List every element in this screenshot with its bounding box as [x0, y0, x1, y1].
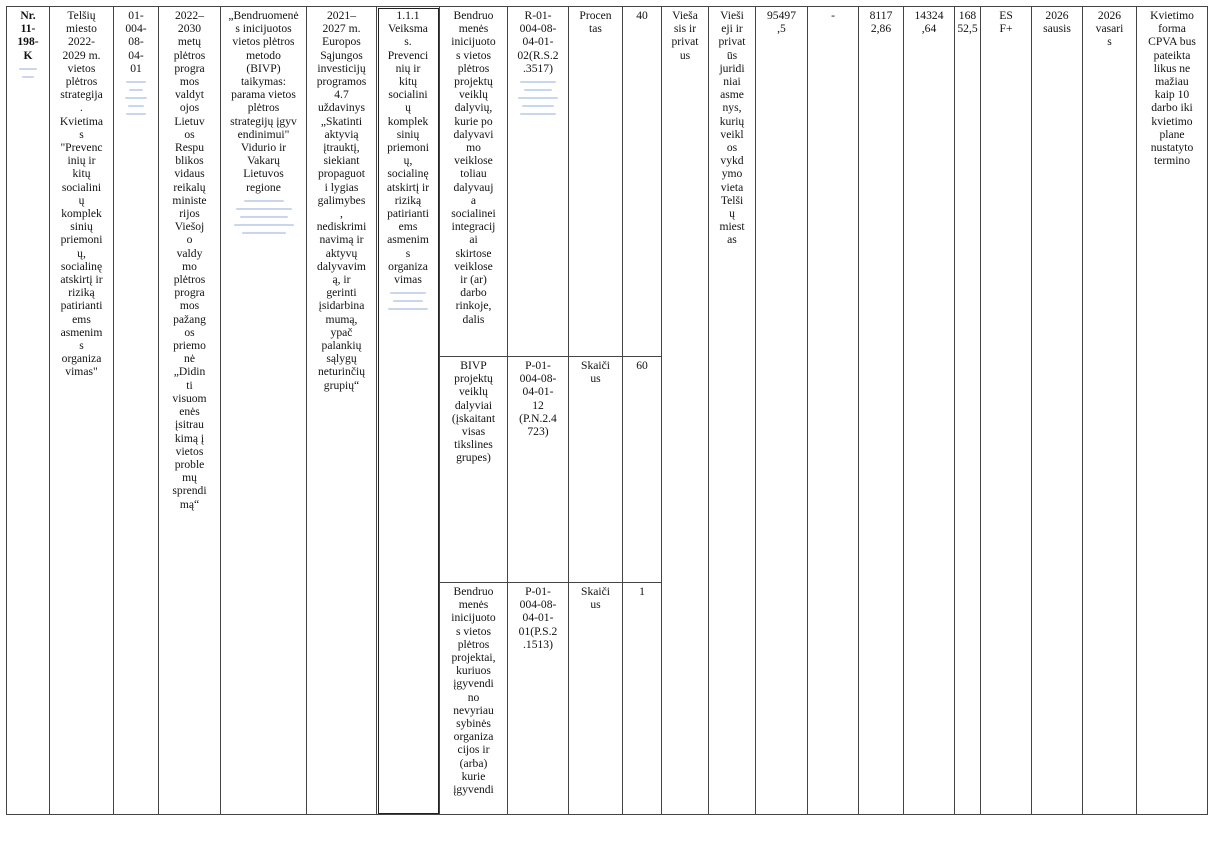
note-cell	[1137, 7, 1208, 815]
start-date-cell	[1032, 7, 1083, 815]
applicant-type-cell	[662, 7, 709, 815]
indicator-code: P-01- 004-08- 04-01- 01(P.S.2 .1513)	[518, 585, 558, 651]
strategy-text: Telšių miesto 2022- 2029 m. vietos plėtros strategija . Kvietima s "Prevenc inių ir kitų socialini ų komplek sinių priemoni ų, socialinę atskirtį ir riziką patirianti ems asmenim s organiza vimas"	[59, 9, 104, 379]
faint-mark	[244, 200, 284, 202]
total-amount-cell	[756, 7, 808, 815]
eu-program-text: 2021– 2027 m. Europos Sąjungos investicijų programos 4.7 uždavinys „Skatinti aktyvią įtrauktį, siekiant propaguot i lygias galimybes , nediskrimi navimą ir aktyvų dalyvavim ą, ir gerinti įsidarbina mumą, ypač palankių sąlygų neturinčių grupių“	[316, 9, 367, 392]
faint-mark	[19, 68, 37, 70]
indicator-unit-cell	[569, 7, 623, 357]
faint-mark	[126, 81, 146, 83]
faint-mark	[242, 232, 286, 234]
measure-code: 01- 004- 08- 04- 01	[125, 9, 147, 75]
faint-mark	[240, 216, 288, 218]
indicator-value: 40	[636, 9, 648, 22]
eu-program-cell	[307, 7, 377, 815]
note-text: Kvietimo forma CPVA bus pateikta likus ne mažiau kaip 10 darbo iki kvietimo plane nustatyto termino	[1148, 9, 1196, 168]
row-number-cell	[7, 7, 50, 815]
faint-mark	[234, 224, 294, 226]
action-cell	[377, 7, 440, 815]
indicator-value: 60	[636, 359, 648, 372]
faint-mark	[125, 97, 147, 99]
indicator-name: BIVP projektų veiklų dalyviai (įskaitant visas tikslines grupes)	[451, 359, 496, 465]
indicator-code-cell	[508, 357, 569, 583]
indicator-name-cell	[440, 357, 508, 583]
faint-mark	[524, 89, 552, 91]
faint-mark	[522, 105, 554, 107]
bivp-text: „Bendruomenė s inicijuotos vietos plėtros metodo (BIVP) taikymas: parama vietos plėtros strategijų įgyv endinimui" Vidurio ir Vakarų Lietuvos regione	[228, 9, 299, 194]
fund-source-cell	[981, 7, 1032, 815]
indicator-unit: Procen tas	[579, 9, 612, 36]
fund-c-cell	[955, 7, 981, 815]
project-table	[6, 6, 1208, 815]
fund-a-amount: 8117 2,86	[869, 9, 893, 36]
end-date: 2026 vasari s	[1095, 9, 1124, 49]
bivp-cell	[221, 7, 307, 815]
faint-mark	[236, 208, 292, 210]
indicator-value-cell	[623, 583, 662, 815]
faint-mark	[128, 105, 144, 107]
dash-cell	[808, 7, 859, 815]
indicator-code: P-01- 004-08- 04-01- 12 (P.N.2.4 723)	[519, 359, 557, 439]
faint-mark	[520, 81, 556, 83]
indicator-name: Bendruo menės inicijuoto s vietos plėtros projektai, kuriuos įgyvendi no nevyriau sybinės organiza cijos ir (arba) kurie įgyvendi	[451, 585, 496, 797]
applicants-text: Vieši eji ir privat ūs juridi niai asme nys, kurių veikl os vykd ymo vieta Telši ų miest as	[718, 9, 746, 247]
indicator-name: Bendruo menės inicijuoto s vietos plėtros projektų veiklų dalyvių, kurie po dalyvavi mo veiklose toliau dalyvauj a socialinei integracij ai skirtose veiklose ir (ar) darbo rinkoje, dalis	[451, 9, 496, 326]
program-cell	[159, 7, 221, 815]
fund-b-amount: 14324 ,64	[914, 9, 944, 36]
indicator-unit: Skaiči us	[581, 585, 610, 612]
fund-a-cell	[859, 7, 904, 815]
indicator-unit: Skaiči us	[581, 359, 610, 386]
faint-mark	[129, 89, 143, 91]
table-row	[7, 7, 1208, 357]
fund-source: ES F+	[999, 9, 1013, 36]
start-date: 2026 sausis	[1043, 9, 1071, 36]
indicator-code-cell	[508, 7, 569, 357]
row-number: Nr. 11- 198- K	[17, 9, 39, 62]
applicants-cell	[709, 7, 756, 815]
fund-c-amount: 168 52,5	[957, 9, 978, 36]
faint-mark	[22, 76, 34, 78]
faint-mark	[518, 97, 558, 99]
applicant-type: Vieša sis ir privat us	[671, 9, 699, 62]
indicator-value-cell	[623, 7, 662, 357]
faint-mark	[520, 113, 556, 115]
action-text: 1.1.1 Veiksma s. Prevenci nių ir kitų socialini ų komplek sinių priemoni ų, socialinę atskirtį ir riziką patirianti ems asmenim s organiza vimas	[386, 9, 430, 287]
indicator-code-cell	[508, 583, 569, 815]
faint-mark	[388, 308, 428, 310]
indicator-code: R-01- 004-08- 04-01- 02(R.S.2 .3517)	[517, 9, 559, 75]
faint-mark	[393, 300, 423, 302]
faint-mark	[390, 292, 426, 294]
program-text: 2022– 2030 metų plėtros progra mos valdyt ojos Lietuv os Respu blikos vidaus reikalų ministe rijos Viešoj o valdy mo plėtros progra mos pažang os priemo nė „Didin ti visuom enės įsitrau kimą į vietos proble mų sprendi mą“	[172, 9, 207, 511]
faint-mark	[126, 113, 146, 115]
indicator-unit-cell	[569, 357, 623, 583]
strategy-cell	[50, 7, 114, 815]
end-date-cell	[1083, 7, 1137, 815]
indicator-name-cell	[440, 583, 508, 815]
fund-b-cell	[904, 7, 955, 815]
total-amount: 95497 ,5	[767, 9, 796, 36]
indicator-unit-cell	[569, 583, 623, 815]
code-cell	[114, 7, 159, 815]
indicator-value: 1	[639, 585, 645, 598]
dash-value: -	[831, 9, 835, 22]
indicator-value-cell	[623, 357, 662, 583]
indicator-name-cell	[440, 7, 508, 357]
